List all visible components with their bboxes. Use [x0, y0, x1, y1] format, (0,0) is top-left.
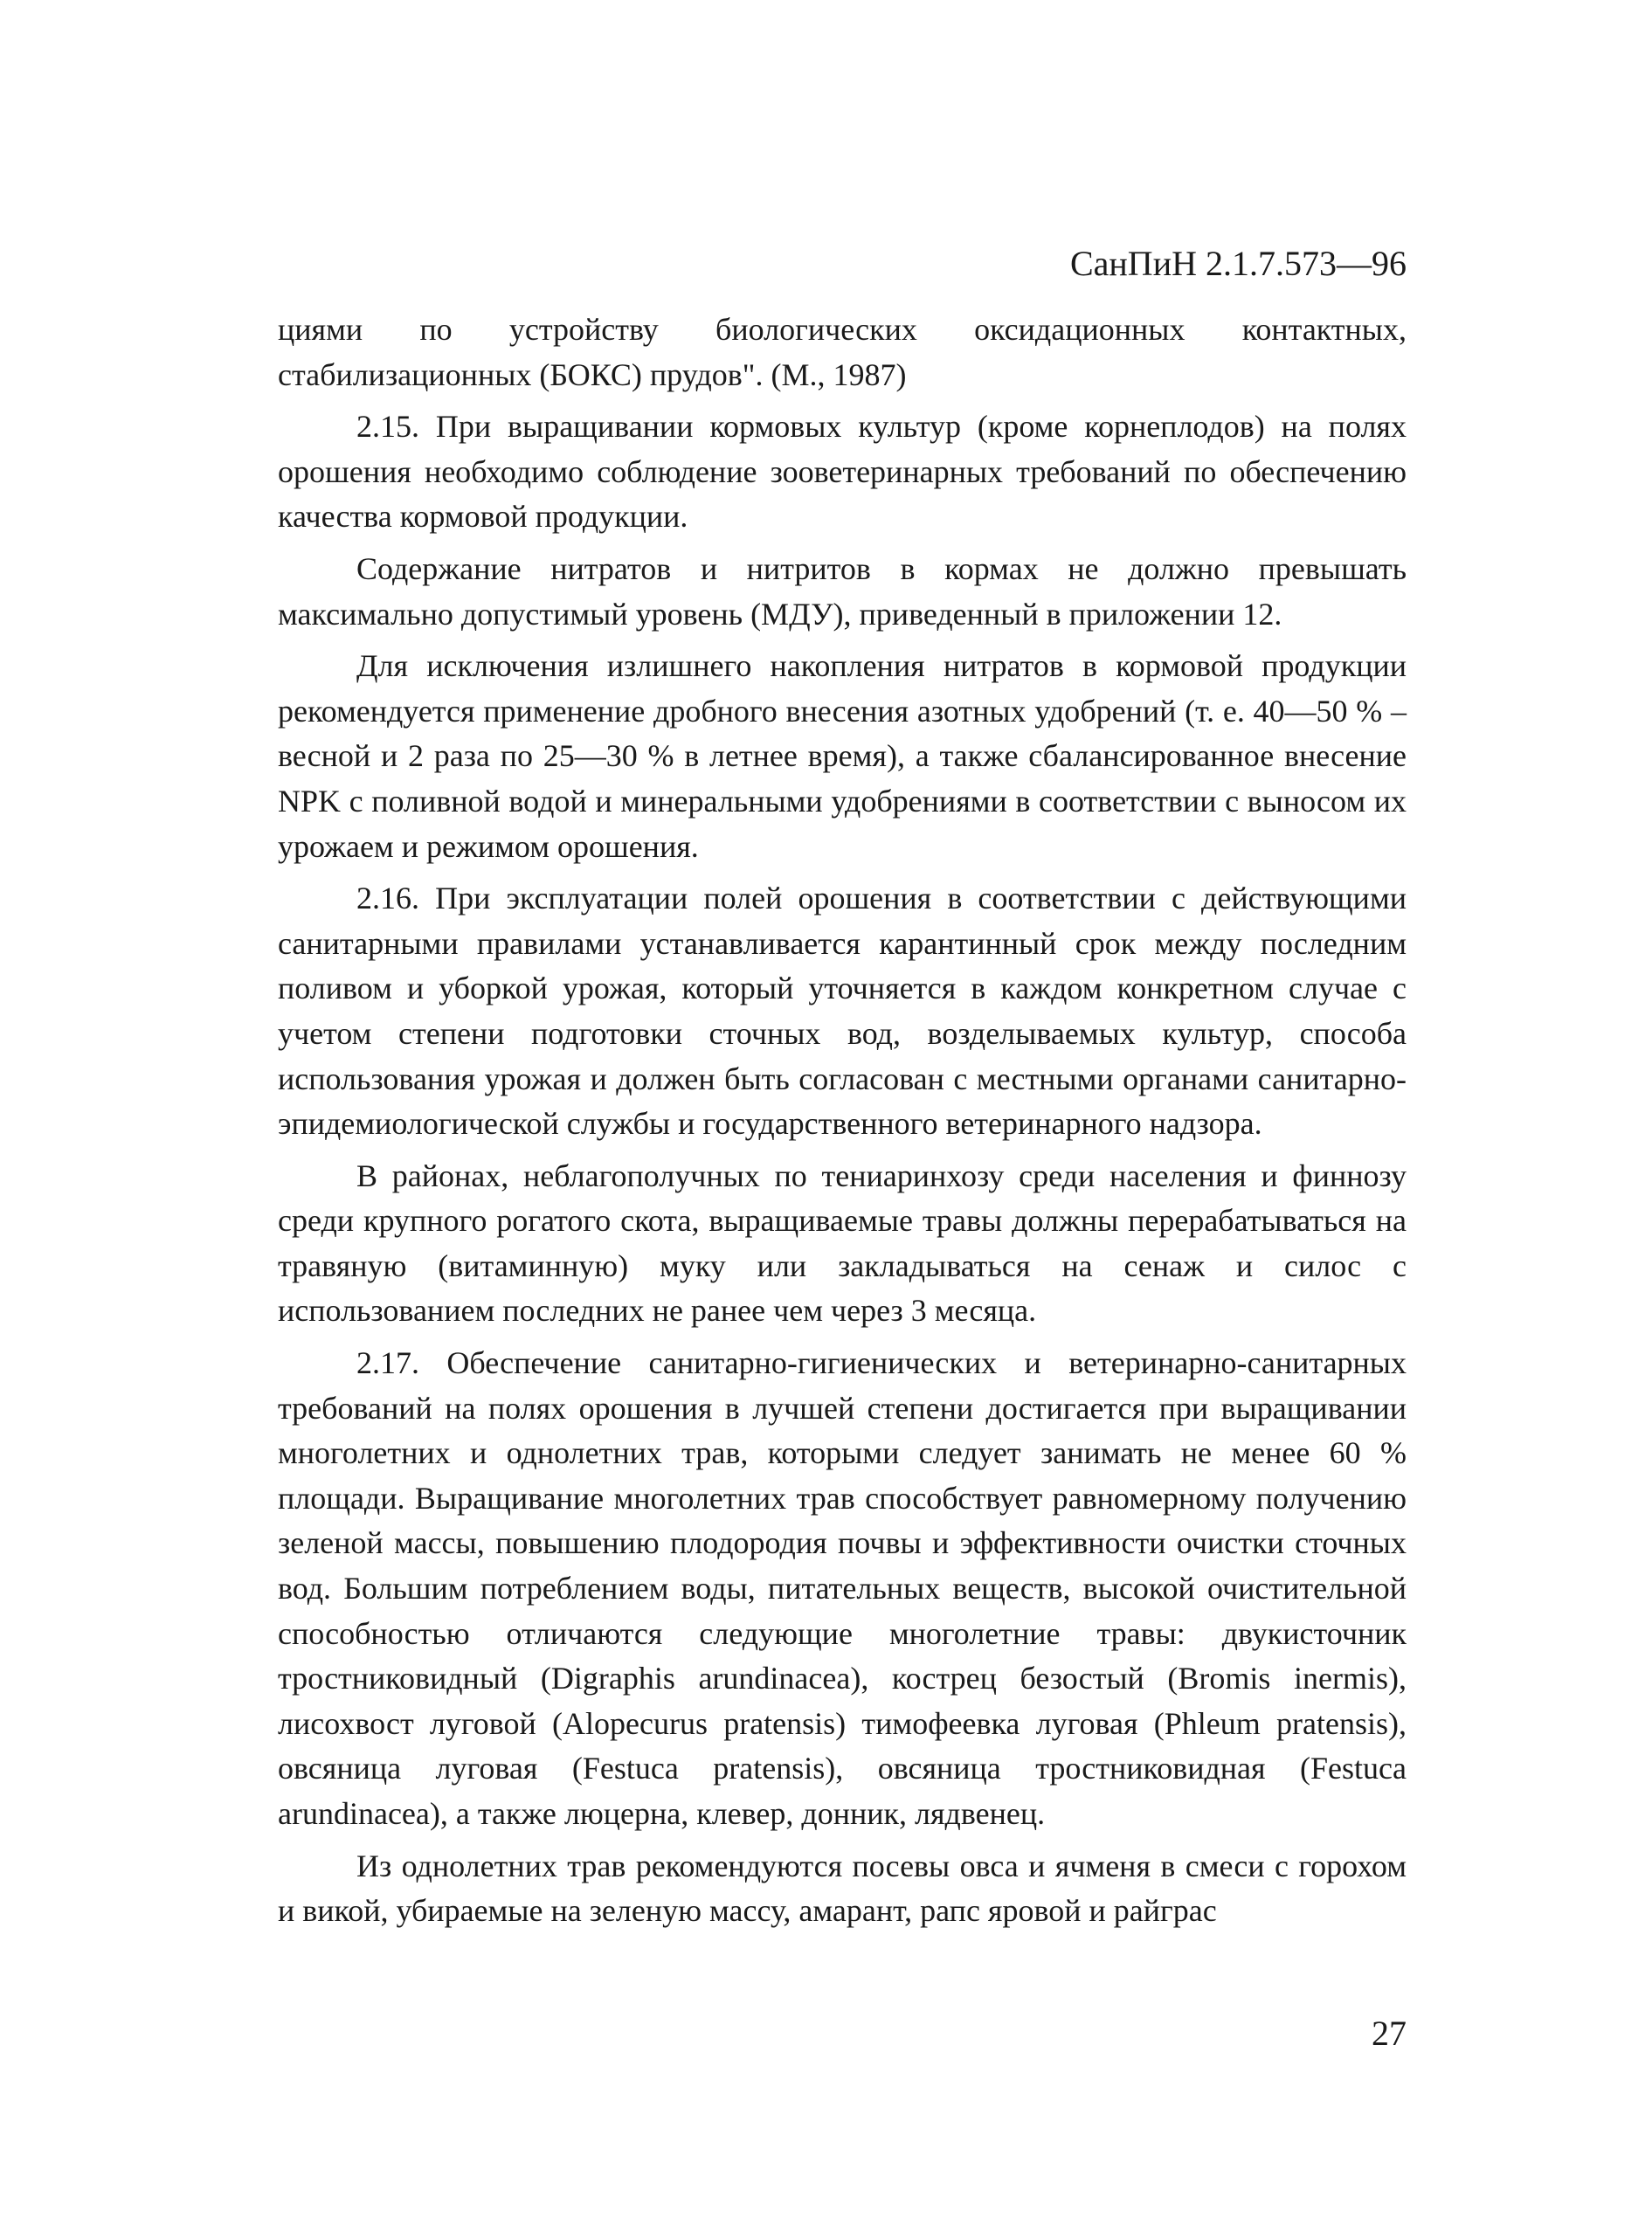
paragraph-2-17: 2.17. Обеспечение санитарно-гигиенических и ветеринарно-санитарных требований на полях орошения в лучшей степени достигается при выращивании многолетних и однолетних трав, которыми следует занимать не менее 60 % площади. Выращивание многолетних трав способствует равномерному получению зеленой массы, повышению плодородия почвы и эффективности очистки сточных вод. Большим потреблением воды, питательных веществ, высокой очистительной способностью отличаются следующие многолетние травы: двукисточник тростниковидный (Digraphis arundinacea), кострец безостый (Bromis inermis), лисохвост луговой (Alopecurus pratensis) тимофеевка луговая (Phleum pratensis), овсяница луговая (Festuca pratensis), овсяница тростниковидная (Festuca arundinacea), а также люцерна, клевер, донник, лядвенец. — [278, 1345, 1407, 1831]
page-number: 27 — [1372, 2014, 1407, 2053]
paragraph-annual-grasses: Из однолетних трав рекомендуются посевы овса и ячменя в смеси с горохом и викой, убираемые на зеленую массу, амарант, рапс яровой и райграс — [278, 1848, 1407, 1929]
paragraph-continuation: циями по устройству биологических оксидационных контактных, стабилизационных (БОКС) прудов". (М., 1987) — [278, 312, 1407, 392]
paragraph-2-15: 2.15. При выращивании кормовых культур (кроме корнеплодов) на полях орошения необходимо соблюдение зооветеринарных требований по обеспечению качества кормовой продукции. — [278, 409, 1407, 535]
document-code-header: СанПиН 2.1.7.573—96 — [1069, 244, 1407, 283]
paragraph-nitrate-limit: Содержание нитратов и нитритов в кормах не должно превышать максимально допустимый уровень (МДУ), приведенный в приложении 12. — [278, 550, 1407, 632]
body-text — [278, 307, 1407, 1941]
paragraph-2-16: 2.16. При эксплуатации полей орошения в соответствии с действующими санитарными правилами устанавливается карантинный срок между последним поливом и уборкой урожая, который уточняется в каждом конкретном случае с учетом степени подготовки сточных вод, возделываемых культур, способа использования урожая и должен быть согласован с местными органами санитарно-эпидемиологической службы и государственного ветеринарного надзора. — [278, 881, 1407, 1142]
paragraph-nitrate-prevention: Для исключения излишнего накопления нитратов в кормовой продукции рекомендуется применение дробного внесения азотных удобрений (т. е. 40—50 % – весной и 2 раза по 25—30 % в летнее время), а также сбалансированное внесение NPK с поливной водой и минеральными удобрениями в соответствии с выносом их урожаем и режимом орошения. — [278, 648, 1407, 864]
paragraph-teniarinchosis: В районах, неблагополучных по тениаринхозу среди населения и финнозу среди крупного рогатого скота, выращиваемые травы должны перерабатываться на травяную (витаминную) муку или закладываться на сенаж и силос с использованием последних не ранее чем через 3 месяца. — [278, 1157, 1407, 1329]
